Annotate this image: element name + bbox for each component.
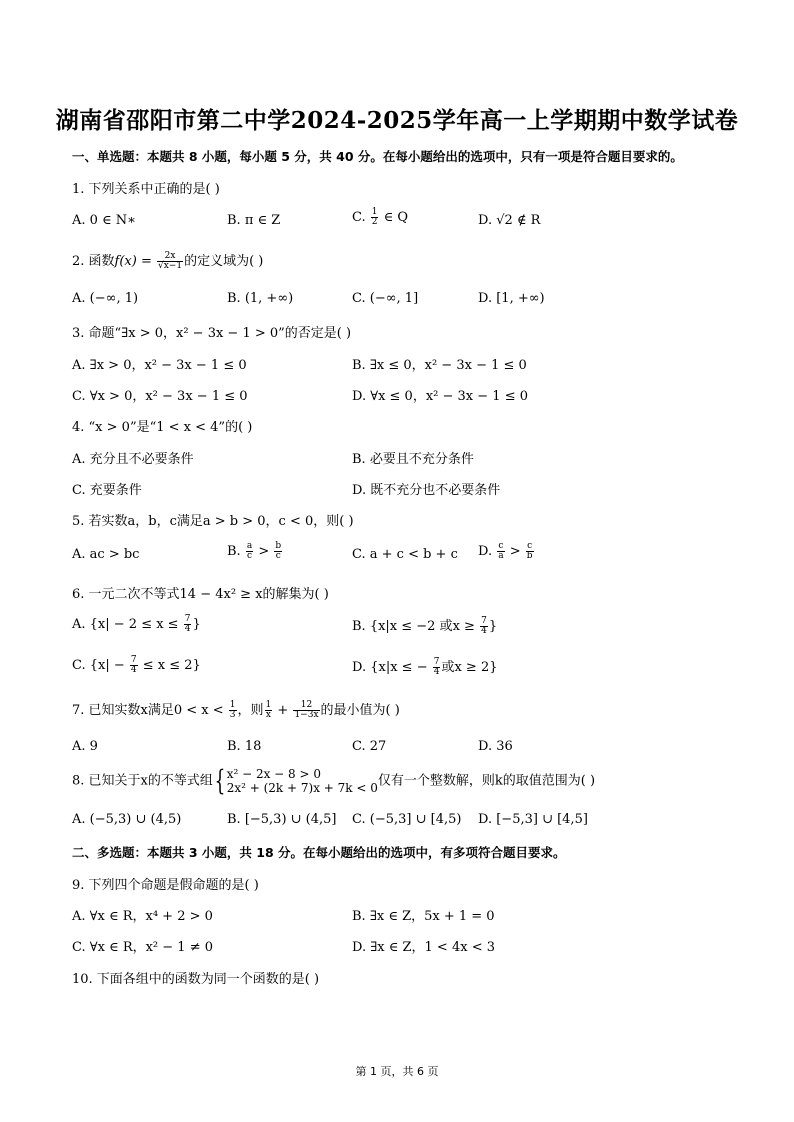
question-6-option-b: B. {x|x ≤ −2 或x ≥ $\frac{7}{4}$ } [352,616,498,636]
question-4-option-d: D. 既不充分也不必要条件 [352,483,501,498]
question-6-stem: 6. 一元二次不等式14 − 4x² ≥ x的解集为( ) [72,587,329,602]
system-brace: { [214,764,226,797]
question-4-option-b: B. 必要且不充分条件 [352,452,474,467]
question-3-option-a: A. ∃x > 0，x² − 3x − 1 ≤ 0 [72,358,247,373]
question-1-option-b: B. π ∈ Z [227,213,281,228]
question-6-option-c: C. {x| − $\frac{7}{4}$ ≤ x ≤ 2} [72,655,201,675]
question-1-stem: 1. 下列关系中正确的是( ) [72,182,220,197]
question-9-stem: 9. 下列四个命题是假命题的是( ) [72,878,259,893]
page-title: 湖南省邵阳市第二中学2024-2025学年高一上学期期中数学试卷 [55,107,739,134]
question-1-option-d: D. √2 ∉ R [478,213,541,228]
question-3-option-c: C. ∀x > 0，x² − 3x − 1 ≤ 0 [72,389,248,404]
question-7-option-b: B. 18 [227,739,262,754]
question-5-option-c: C. a + c < b + c [352,547,458,562]
question-2-stem: 2. 函数f(x) = $\frac{2x}{√x-1}$ 的定义域为( ) [72,251,264,271]
question-8-stem: 8. 已知关于x的不等式组{ x² − 2x − 8 > 0 2x² + (2k + 7)x + 7k < 0 仅有一个整数解，则k的取值范围为( ) [72,764,596,797]
question-2-option-b: B. (1, +∞) [227,291,294,306]
section-multi-choice-heading: 二、多选题：本题共 3 小题，共 18 分。在每小题给出的选项中，有多项符合题目要求。 [72,845,566,860]
question-8-option-b: B. [−5,3) ∪ (4,5] [227,812,337,827]
question-2-option-a: A. (−∞, 1) [72,291,139,306]
question-6-option-a: A. {x| − 2 ≤ x ≤ $\frac{7}{4}$ } [72,614,201,634]
question-8-option-d: D. [−5,3] ∪ [4,5] [478,812,588,827]
question-1-option-a: A. 0 ∈ N∗ [72,213,137,228]
question-9-option-a: A. ∀x ∈ R，x⁴ + 2 > 0 [72,909,213,924]
question-9-option-c: C. ∀x ∈ R，x² − 1 ≠ 0 [72,940,214,955]
section-single-choice-heading: 一、单选题：本题共 8 小题，每小题 5 分，共 40 分。在每小题给出的选项中，只有一项是符合题目要求的。 [72,149,683,164]
question-3-option-b: B. ∃x ≤ 0，x² − 3x − 1 ≤ 0 [352,358,527,373]
question-9-option-d: D. ∃x ∈ Z，1 < 4x < 3 [352,940,495,955]
question-5-option-b: B. $\frac{a}{c}$ > $\frac{b}{c}$ [227,541,282,561]
question-5-option-a: A. ac > bc [72,547,140,562]
question-7-option-d: D. 36 [478,739,513,754]
question-7-option-c: C. 27 [352,739,387,754]
question-8-option-c: C. (−5,3] ∪ [4,5) [352,812,462,827]
question-4-option-c: C. 充要条件 [72,483,142,498]
question-3-stem: 3. 命题“∃x > 0，x² − 3x − 1 > 0”的否定是( ) [72,326,352,341]
question-6-option-d: D. {x|x ≤ − $\frac{7}{4}$ 或x ≥ 2} [352,657,498,677]
question-9-option-b: B. ∃x ∈ Z，5x + 1 = 0 [352,909,495,924]
question-1-option-c: C. $\frac{1}{2}$ ∈ Q [352,207,409,227]
question-5-option-d: D. $\frac{c}{a}$ > $\frac{c}{b}$ [478,541,533,561]
question-3-option-d: D. ∀x ≤ 0，x² − 3x − 1 ≤ 0 [352,389,528,404]
question-4-option-a: A. 充分且不必要条件 [72,452,194,467]
question-2-option-c: C. (−∞, 1] [352,291,419,306]
question-7-option-a: A. 9 [72,739,98,754]
question-4-stem: 4. “x > 0”是“1 < x < 4”的( ) [72,420,253,435]
question-2-option-d: D. [1, +∞) [478,291,545,306]
question-8-option-a: A. (−5,3) ∪ (4,5) [72,812,182,827]
question-5-stem: 5. 若实数a，b，c满足a > b > 0，c < 0，则( ) [72,514,354,529]
question-10-stem: 10. 下面各组中的函数为同一个函数的是( ) [72,972,320,987]
question-7-stem: 7. 已知实数x满足0 < x < $\frac{1}{3}$ ，则 $\frac{1}{x}$ + $\frac{12}{1-3x}$ 的最小值为( ) [72,700,400,720]
page-footer: 第 1 页，共 6 页 [355,1065,439,1078]
